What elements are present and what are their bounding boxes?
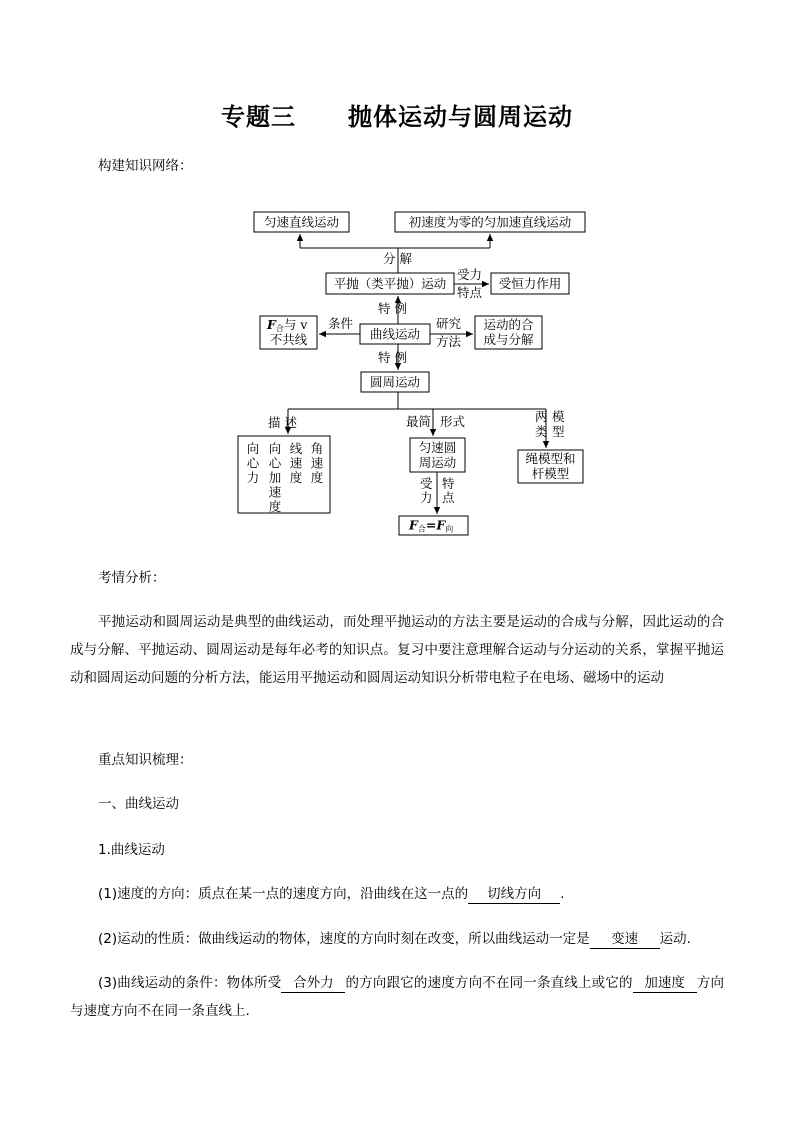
item3-blank2: 加速度 [633,974,697,993]
text-circular: 圆周运动 [369,374,421,390]
column-angular-speed [311,441,324,485]
text-two-2: 类 [535,424,548,439]
text-not-collinear: 不共线 [269,332,308,347]
text-uniform-circular-1: 匀速圆 [418,440,457,455]
text-feq-sub1: 合 [417,524,426,534]
text-curve-motion: 曲线运动 [369,326,421,342]
text-force-feature-1: 受力 [457,267,483,282]
text-condition: 条件 [328,316,354,331]
text-feq-mid: =F [425,517,446,533]
text-research-1: 研究 [436,316,462,331]
text-f-he-line [266,317,308,333]
section-key-heading: 重点知识梳理： [98,752,193,768]
analysis-paragraph: 平抛运动和圆周运动是典型的曲线运动，而处理平抛运动的方法主要是运动的合成与分解，因此运动的合成与分解、平抛运动、圆周运动是每年必考的知识点。复习中要注意理解合运动与分运动的关系，掌握平抛运动和圆周运动问题的分析方法，能运用平抛运动和圆周运动知识分析带电粒子在电场、磁场中的运动 [70,614,724,686]
text-f-he: F [267,317,276,332]
column-centripetal-accel [269,441,282,514]
text-model-1: 模 [552,409,565,424]
text-constant-force: 受恒力作用 [498,276,562,291]
column-linear-speed [290,441,303,485]
text-simplest: 最简 [406,414,432,429]
text-compose-2: 成与分解 [483,332,534,347]
text-angular-speed: 角速度 [310,441,324,485]
text-projectile: 平抛（类平抛）运动 [333,276,447,291]
text-two-1: 两 [535,409,548,424]
text-centripetal-accel: 向心加速度 [268,441,282,514]
text-describe: 描 述 [268,415,297,430]
text-special-case-2: 特 例 [378,350,407,365]
text-special-case-1: 特 例 [378,301,407,316]
text-feature-1: 特 [442,476,455,491]
text-force-2: 力 [420,490,433,505]
text-feq-main: F [409,517,418,533]
text-decompose: 分 解 [383,251,412,266]
title-part1: 专题三 [221,102,296,131]
column-centripetal-force [247,441,260,485]
text-rope-rod-2: 杆模型 [531,466,570,481]
section-network-heading: 构建知识网络： [98,158,193,174]
text-rope-rod-1: 绳模型和 [525,451,576,466]
item2-post: 运动. [659,931,691,947]
text-uniform-circular-2: 周运动 [418,455,457,470]
item-motion-nature [98,925,691,953]
item-velocity-direction [98,880,564,908]
item1-blank: 切线方向 [468,885,560,904]
title-part2: 抛体运动与圆周运动 [348,102,573,131]
text-f-and-v: 与 v [283,317,308,332]
text-centripetal-force: 向心力 [246,441,260,485]
knowledge-network-diagram [0,0,794,560]
text-linear-speed: 线速度 [289,441,303,485]
text-research-2: 方法 [436,334,462,349]
item-motion-condition [70,969,724,1025]
heading-curve-motion-1: 1.曲线运动 [98,842,165,858]
item2-pre: (2)运动的性质：做曲线运动的物体，速度的方向时刻在改变，所以曲线运动一定是 [98,931,590,947]
text-model-2: 型 [552,424,565,439]
item3-blank1: 合外力 [281,974,345,993]
item3-mid: 的方向跟它的速度方向不在同一条直线上或它的 [345,975,633,991]
item3-post: 方向与速度方向不在同一条直线上. [70,975,725,1019]
item1-post: . [560,886,565,902]
text-compose-1: 运动的合 [483,317,534,332]
text-force-1: 受 [420,476,433,491]
text-force-feature-2: 特点 [457,285,483,300]
item1-pre: (1)速度的方向：质点在某一点的速度方向，沿曲线在这一点的 [98,886,469,902]
text-f-he-sub: 合 [275,324,284,333]
text-form: 形式 [440,414,466,429]
text-feature-2: 点 [442,490,455,505]
heading-curve-motion: 一、曲线运动 [98,796,179,812]
section-analysis-heading: 考情分析： [98,570,166,586]
text-accel-line: 初速度为零的匀加速直线运动 [408,214,572,230]
text-feq-sub2: 向 [445,524,454,534]
item3-pre: (3)曲线运动的条件：物体所受 [98,975,282,991]
item2-blank: 变速 [590,930,660,949]
text-uniform-line: 匀速直线运动 [263,214,340,230]
